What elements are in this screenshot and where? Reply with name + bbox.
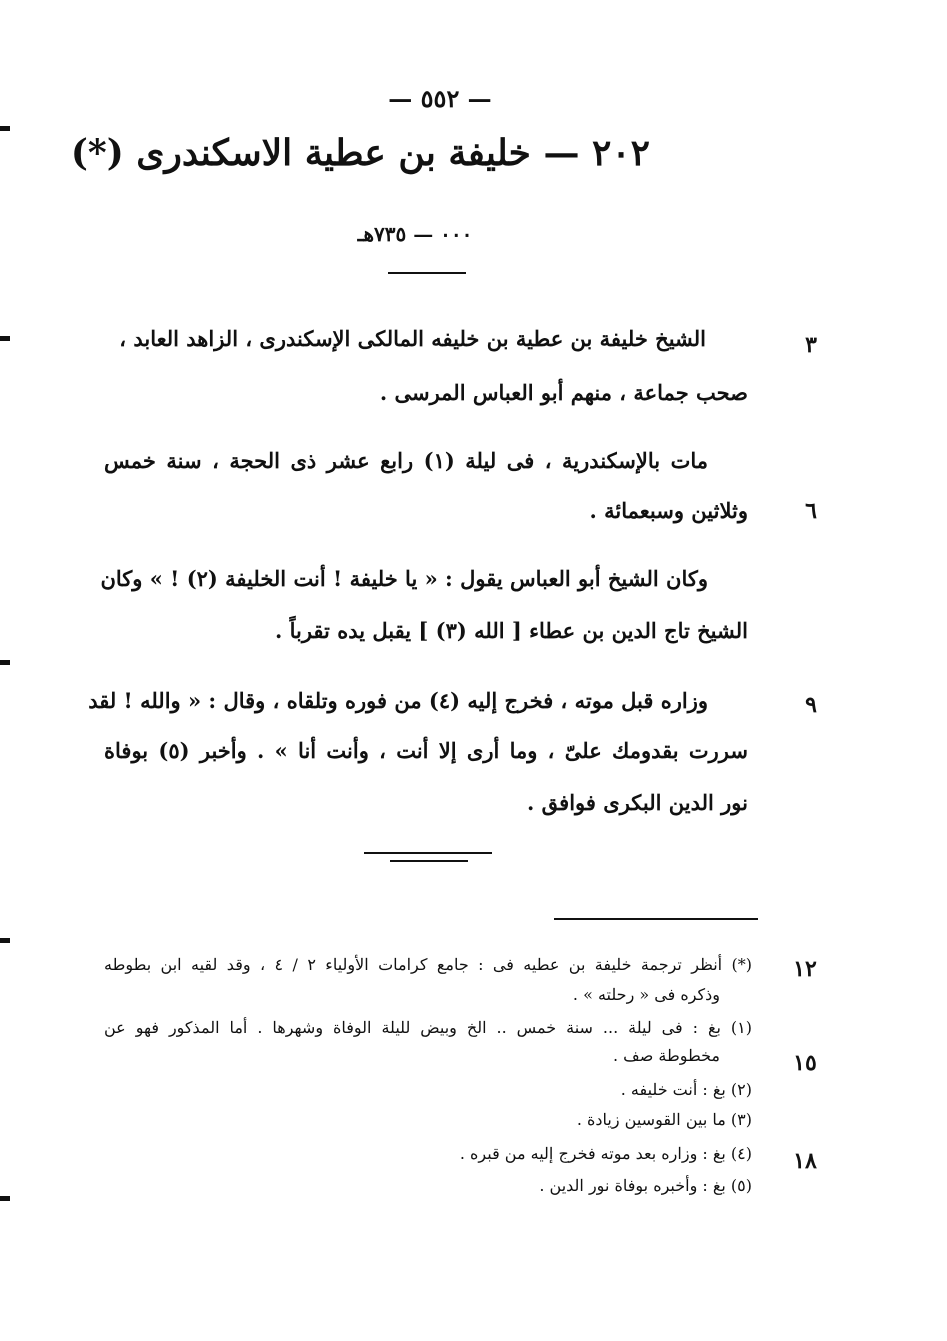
- entry-dates: ٠٠٠ — ٧٣٥هـ: [357, 222, 473, 246]
- page-number: — ٥٥٢ —: [388, 84, 492, 113]
- end-divider: [364, 852, 492, 854]
- footnote: (*) أنظر ترجمة خليفة بن عطيه فى : جامع كرامات الأولياء ٢ / ٤ ، وقد لقيه ابن بطوطه: [104, 955, 753, 974]
- footnote: (٥) بغ : وأخبره بوفاة نور الدين .: [539, 1176, 752, 1195]
- footnote: (٣) ما بين القوسين زيادة .: [576, 1110, 752, 1129]
- edge-mark: [0, 938, 10, 943]
- body-line: الشيخ خليفة بن عطية بن خليفه المالكى الإسكندرى ، الزاهد العابد ،: [119, 326, 706, 351]
- line-number: ١٢: [793, 956, 817, 982]
- body-line: وثلاثين وسبعمائة .: [589, 498, 748, 523]
- body-line: مات بالإسكندرية ، فى ليلة (١) رابع عشر ذى الحجة ، سنة خمس: [104, 448, 708, 473]
- line-number: ٦: [805, 498, 817, 524]
- edge-mark: [0, 1196, 10, 1201]
- edge-mark: [0, 336, 10, 341]
- end-divider: [390, 860, 468, 862]
- body-line: وزاره قبل موته ، فخرج إليه (٤) من فوره وتلقاه ، وقال : « والله ! لقد: [88, 688, 708, 713]
- edge-mark: [0, 660, 10, 665]
- entry-title: ٢٠٢ — خليفة بن عطية الاسكندرى (*): [70, 132, 650, 174]
- footnote: (٢) بغ : أنت خليفه .: [620, 1080, 752, 1099]
- edge-mark: [0, 126, 10, 131]
- footnote-separator: [554, 918, 758, 920]
- line-number: ٩: [805, 692, 817, 718]
- line-number: ١٥: [793, 1050, 817, 1076]
- line-number: ٣: [805, 332, 817, 358]
- title-divider: [388, 272, 466, 274]
- body-line: نور الدين البكرى فوافق .: [527, 790, 748, 815]
- footnote: مخطوطة صف .: [612, 1046, 720, 1065]
- body-line: صحب جماعة ، منهم أبو العباس المرسى .: [379, 380, 748, 405]
- body-line: وكان الشيخ أبو العباس يقول : « يا خليفة ! أنت الخليفة (٢) ! » وكان: [100, 566, 708, 591]
- body-line: سررت بقدومك علىّ ، وما أرى إلا أنت ، وأنت أنا » . وأخبر (٥) بوفاة: [104, 738, 748, 763]
- line-number: ١٨: [793, 1148, 817, 1174]
- footnote: وذكره فى « رحلته » .: [572, 985, 720, 1004]
- footnote: (١) بغ : فى ليلة ... سنة خمس .. الخ وبيض لليلة الوفاة وشهرها . أما المذكور فهو عن: [104, 1018, 752, 1037]
- body-line: الشيخ تاج الدين بن عطاء [ الله (٣) ] يقبل يده تقرباً .: [274, 618, 748, 643]
- footnote: (٤) بغ : وزاره بعد موته فخرج إليه من قبره .: [459, 1144, 752, 1163]
